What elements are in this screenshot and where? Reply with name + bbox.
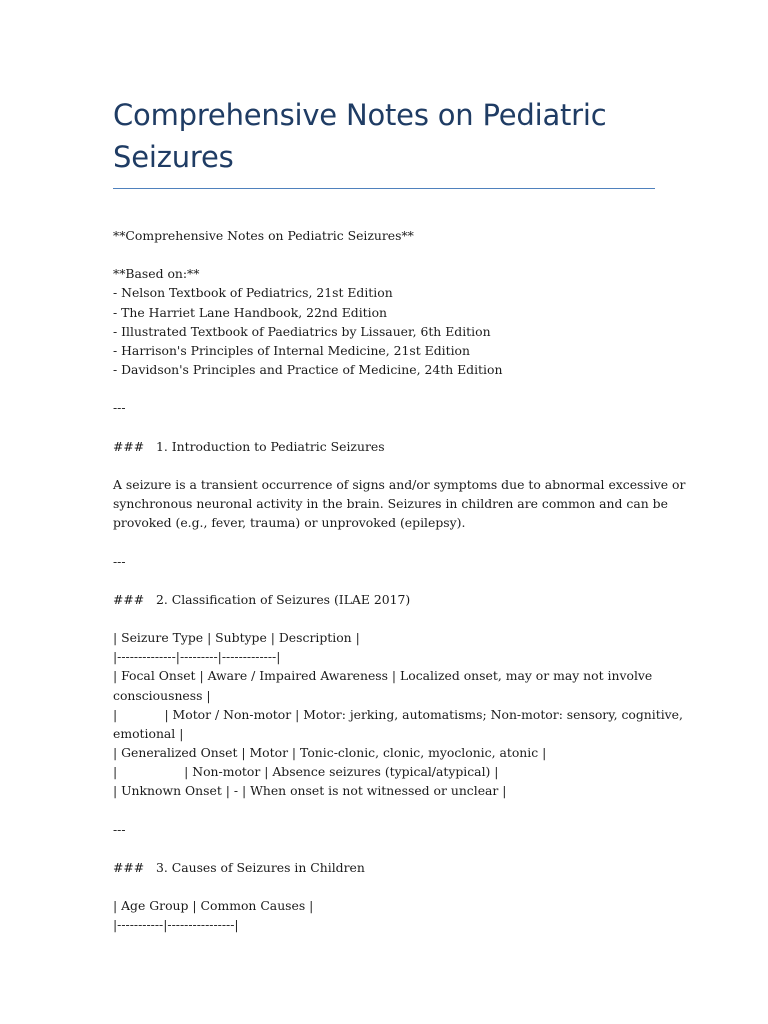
based-on-label: **Based on:**: [113, 266, 200, 282]
document-title: [113, 0, 658, 178]
table-row: | | Motor / Non-motor | Motor: jerking, automatisms; Non-motor: sensory, cognitive,: [113, 706, 683, 722]
table-row: emotional |: [113, 725, 184, 741]
blank-line: [113, 379, 658, 398]
document-body: [113, 226, 686, 935]
table-row: | Unknown Onset | - | When onset is not witnessed or unclear |: [113, 783, 507, 799]
table-row: | Age Group | Common Causes |: [113, 898, 314, 914]
document-page: [113, 0, 686, 935]
table-row: | Focal Onset | Aware / Impaired Awareness | Localized onset, may or may not involve: [113, 668, 653, 684]
blank-line: [113, 609, 658, 628]
blank-line: [113, 571, 658, 590]
section-1-text: provoked (e.g., fever, trauma) or unprovoked (epilepsy).: [113, 515, 466, 531]
reference-item: - The Harriet Lane Handbook, 22nd Edition: [113, 304, 388, 320]
blank-line: [113, 418, 658, 437]
section-2-heading: ### 2. Classification of Seizures (ILAE 2017): [113, 591, 411, 607]
reference-item: - Illustrated Textbook of Paediatrics by Lissauer, 6th Edition: [113, 323, 491, 339]
blank-line: [113, 245, 658, 264]
bold-heading-text: **Comprehensive Notes on Pediatric Seizures**: [113, 228, 414, 243]
section-3-heading: ### 3. Causes of Seizures in Children: [113, 860, 365, 876]
table-row: consciousness |: [113, 687, 211, 703]
section-1-text: synchronous neuronal activity in the brain. Seizures in children are common and can be: [113, 496, 668, 512]
section-1-text: A seizure is a transient occurrence of signs and/or symptoms due to abnormal excessive or: [113, 476, 686, 492]
blank-line: [113, 839, 658, 858]
blank-line: [113, 877, 658, 896]
blank-line: [113, 801, 658, 820]
separator: ---: [113, 400, 126, 416]
blank-line: [113, 532, 658, 551]
title-line-1: Comprehensive Notes on Pediatric: [113, 98, 607, 132]
title-line-2: Seizures: [113, 140, 234, 174]
reference-item: - Nelson Textbook of Pediatrics, 21st Edition: [113, 285, 393, 301]
table-row: |--------------|---------|-------------|: [113, 649, 281, 665]
table-row: | | Non-motor | Absence seizures (typical/atypical) |: [113, 764, 499, 780]
table-row: | Seizure Type | Subtype | Description |: [113, 630, 360, 646]
section-1-heading: ### 1. Introduction to Pediatric Seizures: [113, 438, 385, 454]
separator: ---: [113, 821, 126, 837]
blank-line: [113, 456, 658, 475]
table-row: | Generalized Onset | Motor | Tonic-clonic, clonic, myoclonic, atonic |: [113, 745, 547, 761]
table-row: |-----------|----------------|: [113, 917, 239, 933]
separator: ---: [113, 553, 126, 569]
reference-item: - Davidson's Principles and Practice of Medicine, 24th Edition: [113, 362, 503, 378]
title-divider: [113, 188, 655, 189]
reference-item: - Harrison's Principles of Internal Medicine, 21st Edition: [113, 342, 470, 358]
